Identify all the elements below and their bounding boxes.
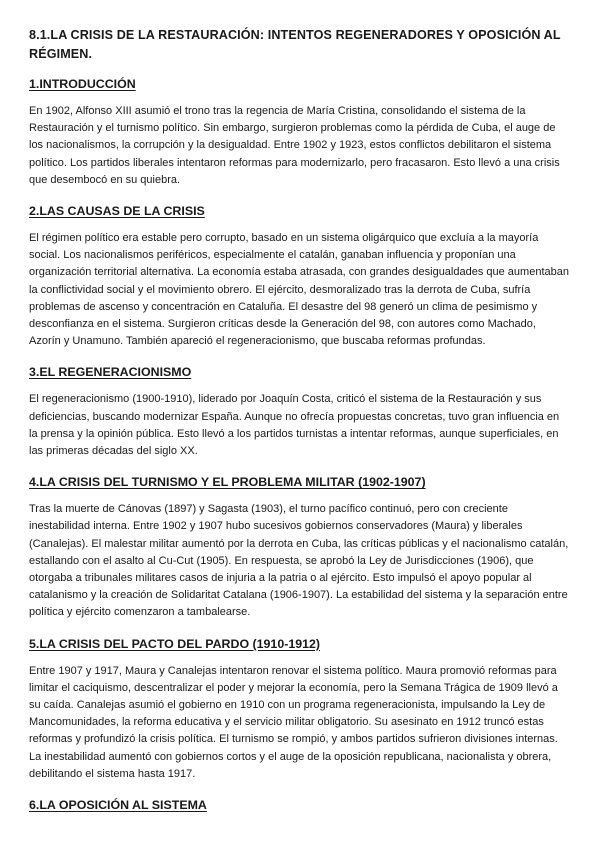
- section-paragraph: Entre 1907 y 1917, Maura y Canalejas intentaron renovar el sistema político. Maura promovió reformas para limitar el caciquismo, descentralizar el poder y mejorar la economía, pero la Semana Trágica de 1909 llevó a su caída. Canalejas asumió el gobierno en 1910 con un programa regeneracionista, impulsando la Ley de Mancomunidades, la reforma educativa y el servicio militar obligatorio. Su asesinato en 1912 truncó estas reformas y profundizó la crisis política. El turnismo se rompió, y ambos partidos sufrieron divisiones internas. La inestabilidad aumentó con gobiernos cortos y el auge de la oposición republicana, nacionalista y obrera, debilitando el sistema hasta 1917.: [29, 664, 558, 780]
- document-title: 8.1.LA CRISIS DE LA RESTAURACIÓN: INTENTOS REGENERADORES Y OPOSICIÓN AL RÉGIMEN.: [29, 28, 561, 61]
- section-paragraph: Tras la muerte de Cánovas (1897) y Sagasta (1903), el turno pacífico continuó, pero con creciente inestabilidad interna. Entre 1902 y 1907 hubo sucesivos gobiernos conservadores (Maura) y liberales (Canalejas). El malestar militar aumentó por la derrota en Cuba, las críticas públicas y el nacionalismo catalán, estallando con el asalto al Cu-Cut (1905). En respuesta, se aprobó la Ley de Jurisdicciones (1906), que otorgaba a tribunales militares casos de injuria a la patria o al ejército. Esto impulsó el apoyo popular al catalanismo y la creación de Solidaritat Catalana (1906-1907). La estabilidad del sistema y la separación entre política y ejército comenzaron a tambalearse.: [29, 503, 569, 619]
- section-paragraph: El régimen político era estable pero corrupto, basado en un sistema oligárquico que excluía a la mayoría social. Los nacionalismos periféricos, especialmente el catalán, ganaban influencia y proponían una organización territorial alternativa. La economía estaba atrasada, con grandes desigualdades que aumentaban la conflictividad social y el movimiento obrero. El ejército, desmoralizado tras la derrota de Cuba, sufría problemas de ascenso y concentración en Cataluña. El desastre del 98 generó un clima de pesimismo y desconfianza en el sistema. Surgieron críticas desde la Generación del 98, con autores como Machado, Azorín y Unamuno. También apareció el regeneracionismo, que buscaba reformas profundas.: [29, 232, 569, 348]
- section-pacto-del-pardo: [29, 636, 570, 783]
- section-oposicion: [29, 797, 570, 813]
- section-crisis-turnismo: [29, 474, 570, 621]
- section-heading: 2.LAS CAUSAS DE LA CRISIS: [29, 204, 205, 219]
- section-regeneracionismo: [29, 364, 570, 460]
- section-paragraph: El regeneracionismo (1900-1910), liderado por Joaquín Costa, criticó el sistema de la Restauración y sus deficiencias, buscando modernizar España. Aunque no ofrecía propuestas concretas, tuvo gran influencia en la prensa y la opinión pública. Esto llevó a los partidos turnistas a intentar reformas, aunque superficiales, en las primeras décadas del siglo XX.: [29, 393, 560, 458]
- section-heading: 4.LA CRISIS DEL TURNISMO Y EL PROBLEMA MILITAR (1902-1907): [29, 475, 426, 490]
- section-heading: 3.EL REGENERACIONISMO: [29, 365, 192, 380]
- section-paragraph: En 1902, Alfonso XIII asumió el trono tras la regencia de María Cristina, consolidando el sistema de la Restauración y el turnismo político. Sin embargo, surgieron problemas como la pérdida de Cuba, el auge de los nacionalismos, la corrupción y la desigualdad. Entre 1902 y 1923, estos conflictos debilitaron el sistema político. Los partidos liberales intentaron reformas para modernizarlo, pero fracasaron. Esto llevó a una crisis que desembocó en su quiebra.: [29, 105, 560, 186]
- section-heading: 6.LA OPOSICIÓN AL SISTEMA: [29, 798, 207, 813]
- section-introduccion: [29, 76, 570, 189]
- section-causas: [29, 203, 570, 350]
- section-heading: 1.INTRODUCCIÓN: [29, 77, 136, 91]
- section-heading: 5.LA CRISIS DEL PACTO DEL PARDO (1910-1912): [29, 636, 321, 651]
